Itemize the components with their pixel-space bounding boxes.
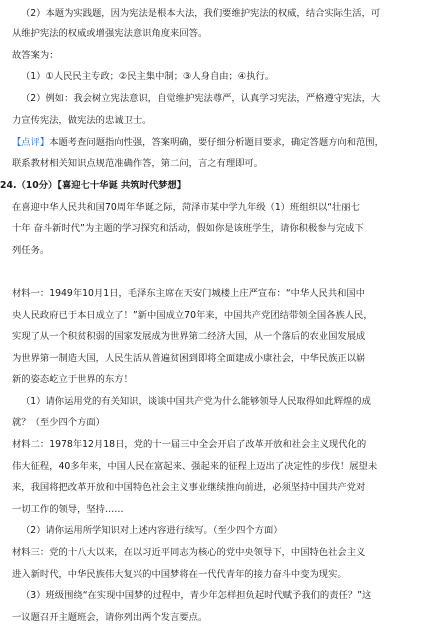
review-tag: 【点评】 <box>12 137 50 148</box>
sub-question-3-line-1: （3）班级围绕“在实现中国梦的过程中，青少年怎样担负起时代赋予我们的责任？”这 <box>21 590 372 601</box>
material-1-line-2: 央人民政府已于本日成立了！”新中国成立70年来，中国共产党团结带领全国各族人民， <box>12 310 373 321</box>
review-text: 本题考查问题指向性强，答案明确，要仔细分析题目要求，确定答题方向和范围， <box>49 137 384 148</box>
sub-question-2: （2）请你运用所学知识对上述内容进行续写。（至少四个方面） <box>21 525 283 536</box>
analysis-line-1: （2）本题为实践题，因为宪法是根本大法，我们要维护宪法的权威，结合实际生活，可 <box>21 8 381 19</box>
material-1-line-1: 材料一：1949年10月1日，毛泽东主席在天安门城楼上庄严宣布：“中华人民共和国中 <box>12 288 366 299</box>
intro-line-2: 十年 奋斗新时代”为主题的学习探究和活动，假如你是该班学生，请你积极参与完成下 <box>12 223 364 234</box>
intro-line-3: 列任务。 <box>12 245 50 256</box>
review-line-1 <box>12 137 421 149</box>
material-2-line-1: 材料二：1978年12月18日，党的十一届三中全会开启了改革开放和社会主义现代化的 <box>12 439 367 450</box>
sub-question-1-line-1: （1）请你运用党的有关知识，谈谈中国共产党为什么能够领导人民取得如此辉煌的成 <box>21 396 371 407</box>
sub-question-3-line-2: 一议题召开主题班会，请你列出两个发言要点。 <box>12 612 208 623</box>
answer-heading: 故答案为： <box>12 50 59 61</box>
material-2-line-2: 伟大征程，40多年来，中国人民在富起来、强起来的征程上迈出了决定性的步伐！展望未 <box>12 461 378 472</box>
question-title: 【喜迎七十华诞 共筑时代梦想】 <box>57 180 187 191</box>
intro-line-1: 在喜迎中华人民共和国70周年华诞之际，菏泽市某中学九年级（1）班组织以“壮丽七 <box>12 202 360 213</box>
question-24-header <box>0 180 421 192</box>
material-2-line-4: 一切工作的领导，坚持…… <box>12 504 124 515</box>
question-score: （10分） <box>16 180 58 191</box>
material-1-line-5: 新的姿态屹立于世界的东方！ <box>12 374 133 385</box>
sub-question-1-line-2: 就？（至少四个方面） <box>12 417 105 428</box>
answer-2-line-2: 力宣传宪法，做宪法的忠诚卫士。 <box>12 115 152 126</box>
review-line-2: 联系教材相关知识点规范准确作答，第二问，言之有理即可。 <box>12 158 264 169</box>
material-3-line-2: 进入新时代，中华民族伟大复兴的中国梦将在一代代青年的接力奋斗中变为现实。 <box>12 569 347 580</box>
answer-2-line-1: （2）例如：我会树立宪法意识，自觉维护宪法尊严，认真学习宪法，严格遵守宪法，大 <box>21 93 381 104</box>
material-1-line-3: 实现了从一个积贫积弱的国家发展成为世界第二经济大国，从一个落后的农业国发展成 <box>12 331 366 342</box>
analysis-line-2: 从维护宪法的权威或增强宪法意识角度来回答。 <box>12 28 208 39</box>
material-1-line-4: 为世界第一制造大国，人民生活从普遍贫困到即将全面建成小康社会，中华民族正以崭 <box>12 353 366 364</box>
question-number: 24. <box>0 180 17 191</box>
answer-1: （1）①人民民主专政；②民主集中制；③人身自由；④执行。 <box>21 71 275 82</box>
material-3-line-1: 材料三：党的十八大以来，在以习近平同志为核心的党中央领导下，中国特色社会主义 <box>12 547 366 558</box>
material-2-line-3: 来，我国将把改革开放和中国特色社会主义事业继续推向前进，必须坚持中国共产党对 <box>12 482 366 493</box>
